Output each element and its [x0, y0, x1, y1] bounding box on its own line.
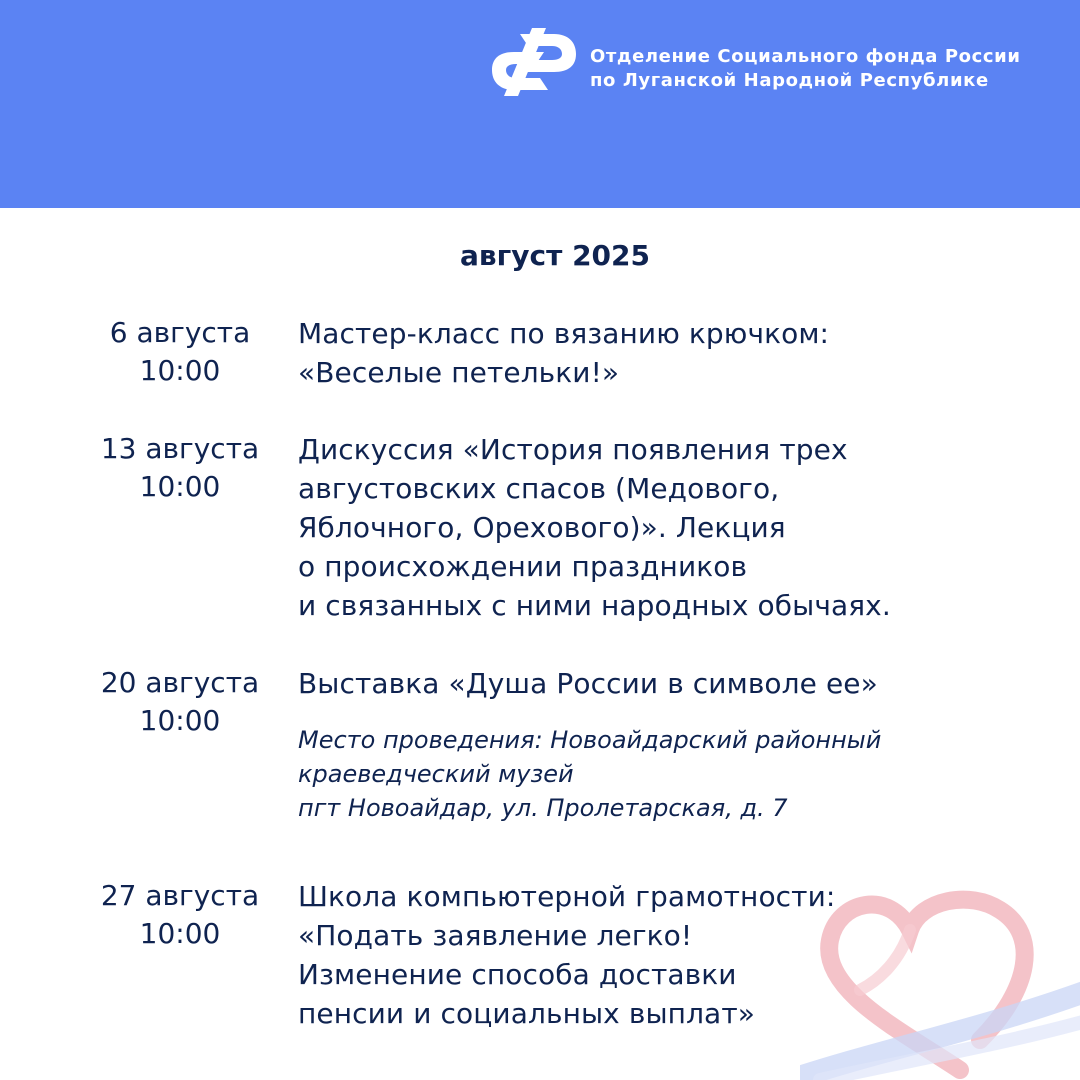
organization-name: [590, 45, 1021, 93]
sfr-logo-icon: [488, 24, 580, 100]
event-line: «Подать заявление легко!: [298, 919, 693, 952]
event-line: Мастер-класс по вязанию крючком:: [298, 317, 830, 350]
header-banner: [0, 0, 1080, 208]
event-line: августовских спасов (Медового,: [298, 472, 780, 505]
event-line: Школа компьютерной грамотности:: [298, 880, 836, 913]
event-line: Дискуссия «История появления трех: [298, 433, 848, 466]
event-description: [298, 664, 1038, 703]
event-body: [298, 430, 1038, 625]
event-body: [298, 877, 1038, 1033]
event-body: [298, 664, 1038, 825]
month-title: август 2025: [460, 239, 650, 272]
event-date: 6 августа: [109, 316, 251, 349]
venue-line: краеведческий музей: [298, 760, 574, 788]
event-line: Выставка «Душа России в символе ее»: [298, 667, 878, 700]
event-line: пенсии и социальных выплат»: [298, 997, 755, 1030]
event-datetime: [80, 430, 280, 506]
event-time: 10:00: [139, 704, 221, 737]
event-line: о происхождении праздников: [298, 550, 748, 583]
event-description: [298, 430, 1038, 625]
event-time: 10:00: [139, 354, 221, 387]
event-date: 27 августа: [100, 879, 260, 912]
event-date: 13 августа: [100, 432, 260, 465]
event-line: Изменение способа доставки: [298, 958, 737, 991]
event-time: 10:00: [139, 470, 221, 503]
event-description: [298, 314, 1038, 392]
event-datetime: [80, 664, 280, 740]
org-name-line2: по Луганской Народной Республике: [590, 70, 989, 91]
event-date: 20 августа: [100, 666, 260, 699]
event-datetime: [80, 314, 280, 390]
event-venue: [298, 723, 1038, 825]
venue-line: пгт Новоайдар, ул. Пролетарская, д. 7: [298, 794, 788, 822]
event-time: 10:00: [139, 917, 221, 950]
event-line: Яблочного, Орехового)». Лекция: [298, 511, 786, 544]
org-name-line1: Отделение Социального фонда России: [590, 46, 1021, 67]
venue-line: Место проведения: Новоайдарский районный: [298, 726, 882, 754]
event-description: [298, 877, 1038, 1033]
event-datetime: [80, 877, 280, 953]
event-line: «Веселые петельки!»: [298, 356, 620, 389]
event-body: [298, 314, 1038, 392]
event-line: и связанных с ними народных обычаях.: [298, 589, 891, 622]
